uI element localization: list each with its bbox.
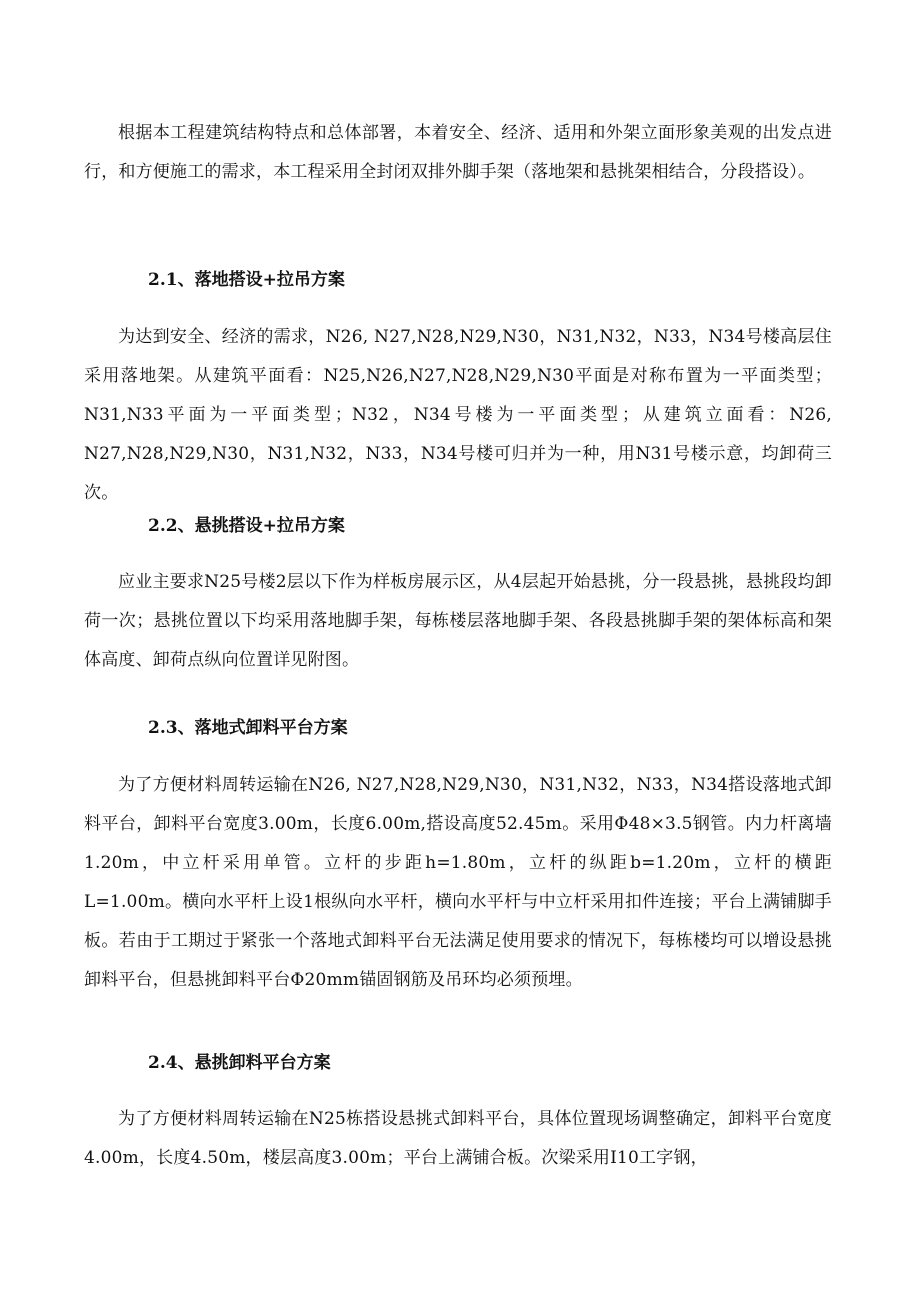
section-2-3-body: 为了方便材料周转运输在N26, N27,N28,N29,N30，N31,N32，N33，N34搭设落地式卸料平台，卸料平台宽度3.00m，长度6.00m,搭设高度52.45m。采用Φ48×3.5钢管。内力杆离墙1.20m，中立杆采用单管。立杆的步距h=1.80m，立杆的纵距b=1.20m，立杆的横距L=1.00m。横向水平杆上设1根纵向水平杆，横向水平杆与中立杆采用扣件连接；平台上满铺脚手板。若由于工期过于紧张一个落地式卸料平台无法满足使用要求的情况下，每栋楼均可以增设悬挑卸料平台，但悬挑卸料平台Φ20mm锚固钢筋及吊环均必须预埋。: [84, 775, 832, 990]
intro-paragraph: 根据本工程建筑结构特点和总体部署，本着安全、经济、适用和外架立面形象美观的出发点进行，和方便施工的需求，本工程采用全封闭双排外脚手架（落地架和悬挑架相结合，分段搭设）。: [84, 123, 832, 182]
section-2-2-heading: 2.2、悬挑搭设+拉吊方案: [148, 516, 345, 536]
section-2-3-heading: 2.3、落地式卸料平台方案: [148, 718, 348, 738]
section-2-1-body: 为达到安全、经济的需求，N26, N27,N28,N29,N30，N31,N32，N33，N34号楼高层住采用落地架。从建筑平面看：N25,N26,N27,N28,N29,N30平面是对称布置为一平面类型；N31,N33平面为一平面类型；N32，N34号楼为一平面类型；从建筑立面看：N26, N27,N28,N29,N30，N31,N32，N33，N34号楼可归并为一种，用N31号楼示意，均卸荷三次。: [84, 327, 832, 503]
section-2-4-heading: 2.4、悬挑卸料平台方案: [148, 1053, 331, 1073]
section-2-4-body: 为了方便材料周转运输在N25栋搭设悬挑式卸料平台，具体位置现场调整确定，卸料平台宽度4.00m，长度4.50m，楼层高度3.00m；平台上满铺合板。次梁采用I10工字钢，: [84, 1109, 832, 1168]
section-2-2-body: 应业主要求N25号楼2层以下作为样板房展示区，从4层起开始悬挑，分一段悬挑，悬挑段均卸荷一次；悬挑位置以下均采用落地脚手架，每栋楼层落地脚手架、各段悬挑脚手架的架体标高和架体高度、卸荷点纵向位置详见附图。: [84, 572, 832, 670]
section-2-1-heading: 2.1、落地搭设+拉吊方案: [148, 270, 345, 290]
